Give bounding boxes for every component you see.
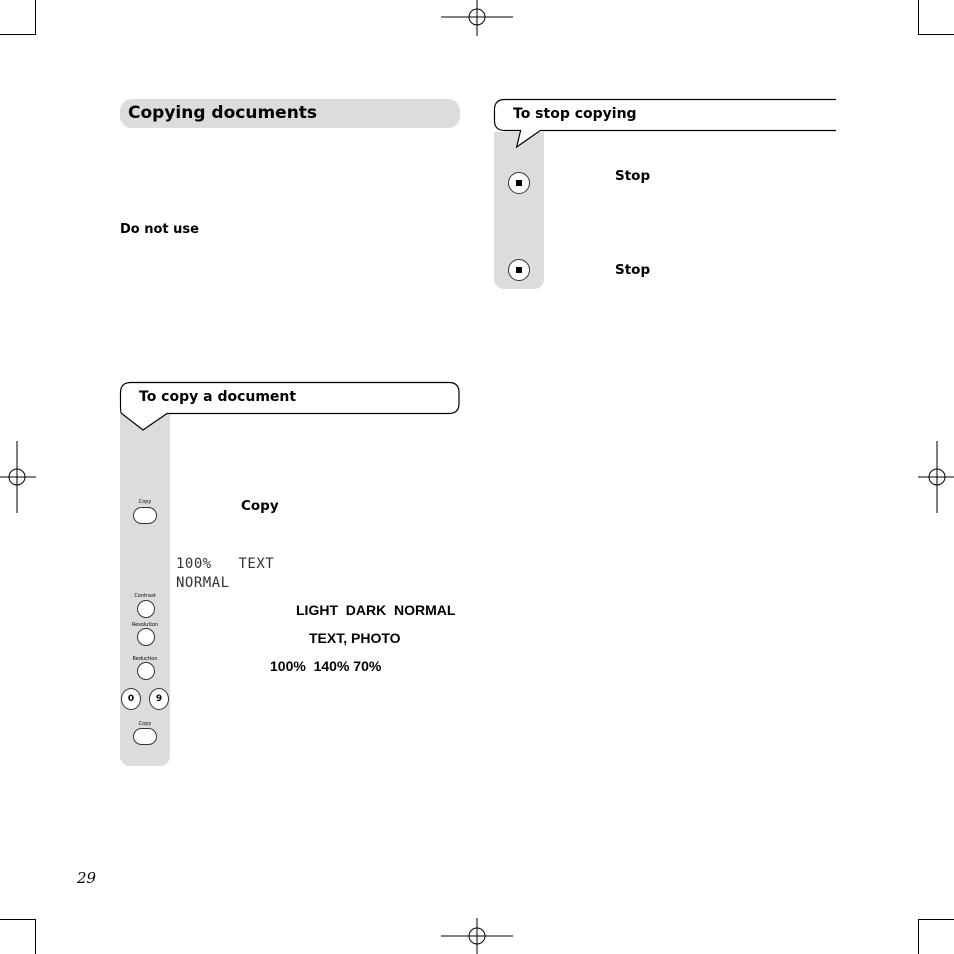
stop-key-label: Stop — [615, 262, 651, 278]
stop-key-label: Stop — [615, 168, 651, 184]
registration-mark-icon — [918, 441, 954, 513]
number-key-zero: 0 — [121, 688, 141, 710]
contrast-options: LIGHT DARK NORMAL — [296, 602, 456, 618]
registration-mark-icon — [0, 441, 36, 513]
copy-key-strip — [120, 414, 170, 766]
copy-callout-title: To copy a document — [139, 389, 297, 405]
section-title: Copying documents — [128, 103, 318, 123]
crop-mark — [919, 34, 954, 35]
lcd-line-2: NORMAL — [176, 575, 230, 591]
crop-mark — [0, 919, 35, 920]
number-key-nine: 9 — [149, 688, 169, 710]
crop-mark — [918, 0, 919, 35]
registration-mark-icon — [441, 918, 513, 954]
contrast-button — [137, 600, 155, 618]
resolution-options: TEXT, PHOTO — [309, 630, 401, 646]
copy-key-label: Copy — [241, 498, 279, 514]
copy-button-caption: Copy — [138, 721, 152, 727]
crop-mark — [35, 919, 36, 954]
registration-mark-icon — [441, 0, 513, 36]
crop-mark — [918, 919, 919, 954]
stop-button — [508, 172, 530, 194]
resolution-button-caption: Resolution — [131, 622, 159, 628]
stop-callout-title: To stop copying — [513, 106, 637, 122]
copy-button-caption: Copy — [138, 499, 152, 505]
reduction-button — [137, 662, 155, 680]
section-header — [120, 99, 460, 128]
reduction-options: 100% 140% 70% — [270, 658, 382, 674]
resolution-button — [137, 628, 155, 646]
copy-button — [133, 728, 157, 745]
stop-button — [508, 259, 530, 281]
page-number: 29 — [77, 869, 97, 887]
crop-mark — [35, 0, 36, 35]
contrast-button-caption: Contrast — [134, 593, 156, 599]
copy-button — [133, 507, 157, 524]
crop-mark — [919, 919, 954, 920]
lcd-line-1: 100% TEXT — [176, 556, 275, 572]
warning-label: Do not use — [120, 222, 199, 237]
crop-mark — [0, 34, 35, 35]
reduction-button-caption: Reduction — [132, 656, 158, 662]
